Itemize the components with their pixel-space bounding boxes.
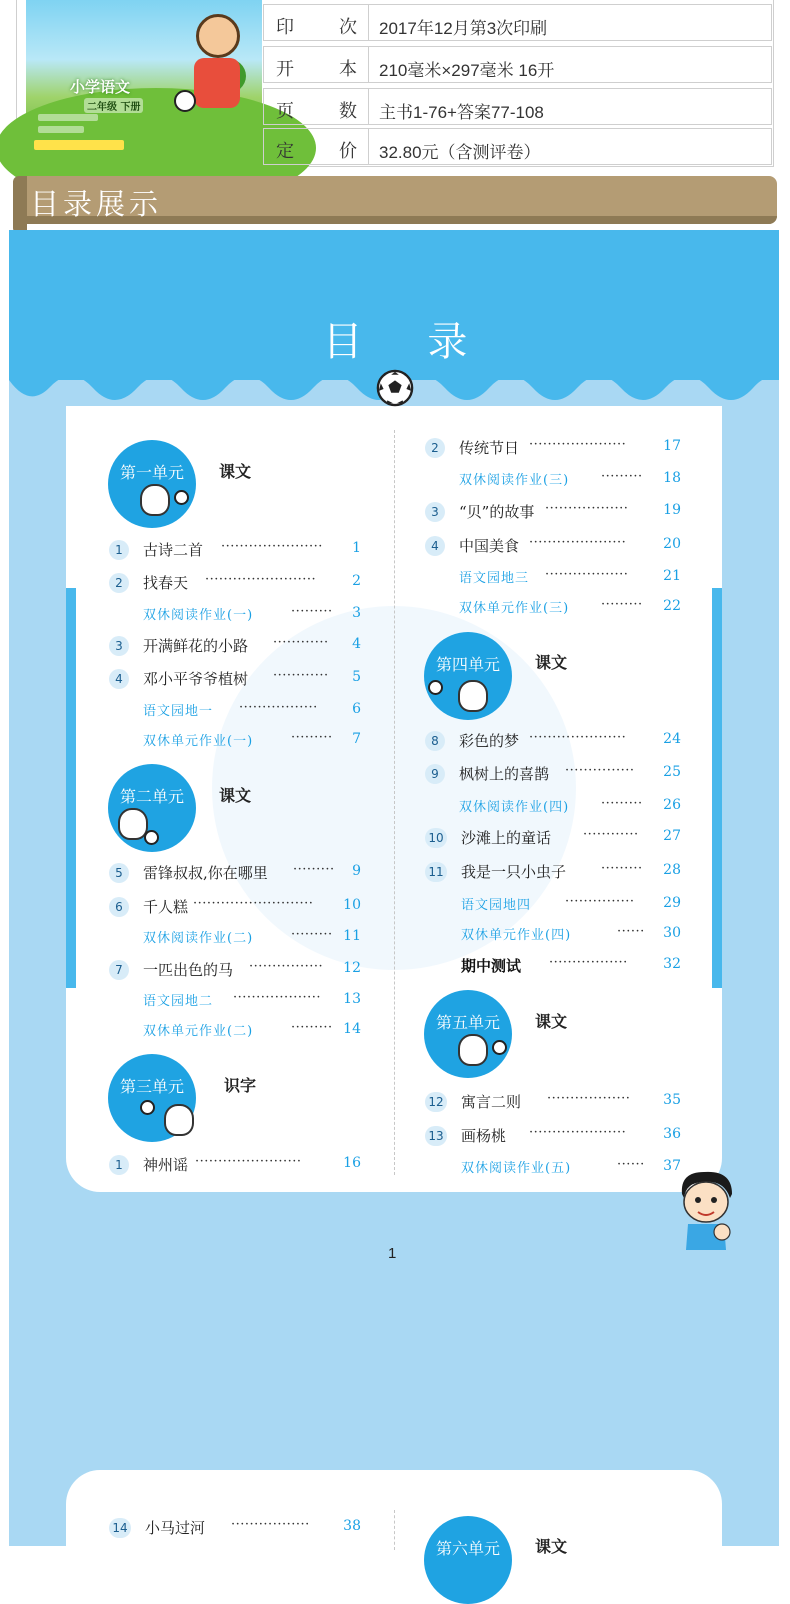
toc-entry: 2 传统节日 ····················· 17 (425, 437, 685, 457)
spec-row-format: 开 本 210毫米×297毫米 16开 (263, 46, 772, 83)
spec-row-printing: 印 次 2017年12月第3次印刷 (263, 4, 772, 41)
unit-type-6: 课文 (535, 1537, 568, 1556)
toc-entry: 12 寓言二则 ·················· 35 (425, 1091, 685, 1111)
toc-entry: 双休阅读作业(一) ········· 3 (143, 604, 361, 623)
mascot-icon (458, 1034, 488, 1066)
unit-badge-1: 第一单元 (108, 440, 196, 528)
toc-entry: 双休单元作业(一) ········· 7 (143, 730, 361, 749)
toc-entry: 语文园地二 ··················· 13 (143, 990, 361, 1009)
cover-grade: 二年级 下册 (84, 98, 143, 113)
toc-entry: 双休单元作业(二) ········· 14 (143, 1020, 361, 1039)
page-number: 1 (388, 1245, 397, 1262)
page-ref: 1 (352, 540, 361, 556)
mascot-icon (458, 680, 488, 712)
toc-entry: 4 中国美食 ····················· 20 (425, 535, 685, 555)
toc-entry: 11 我是一只小虫子 ········· 28 (425, 861, 685, 881)
toc-heading: 目 录 (322, 319, 494, 365)
lesson-title: 古诗二首 (143, 541, 204, 559)
toc-entry: 双休阅读作业(四) ········· 26 (459, 796, 681, 815)
football-icon (174, 90, 196, 112)
mascot-icon (140, 484, 170, 516)
football-icon (428, 680, 443, 695)
toc-entry: 5 雷锋叔叔,你在哪里 ········· 9 (109, 862, 364, 882)
unit-badge-2: 第二单元 (108, 764, 196, 852)
toc-entry: 1 神州谣 ······················· 16 (109, 1154, 364, 1174)
football-icon (376, 369, 414, 407)
unit-badge-6: 第六单元 (424, 1516, 512, 1604)
toc-entry: 双休阅读作业(二) ········· 11 (143, 927, 361, 946)
cover-title: 小学语文 (70, 78, 131, 96)
football-icon (174, 490, 189, 505)
unit-type-5: 课文 (535, 1012, 568, 1031)
unit-type-3: 识字 (224, 1076, 257, 1095)
spec-row-price: 定 价 32.80元（含测评卷） (263, 128, 772, 165)
toc-entry: 3 开满鲜花的小路 ············ 4 (109, 635, 364, 655)
toc-entry: 1 古诗二首 ······················ 1 (109, 539, 364, 559)
side-strip-left (66, 588, 76, 988)
unit-type-2: 课文 (219, 786, 252, 805)
unit-badge-5: 第五单元 (424, 990, 512, 1078)
football-icon (140, 1100, 155, 1115)
unit-badge-3: 第三单元 (108, 1054, 196, 1142)
toc-entry: 期中测试 ················· 32 (461, 955, 681, 975)
unit-type-4: 课文 (535, 653, 568, 672)
lesson-number: 1 (109, 540, 129, 560)
product-info-panel (16, 0, 774, 167)
toc-entry: 双休单元作业(三) ········· 22 (459, 597, 681, 616)
unit-badge-4: 第四单元 (424, 632, 512, 720)
toc-entry: 9 枫树上的喜鹊 ··············· 25 (425, 763, 685, 783)
toc-entry: 4 邓小平爷爷植树 ············ 5 (109, 668, 364, 688)
toc-entry: 2 找春天 ························ 2 (109, 572, 364, 592)
mascot-icon (164, 1104, 194, 1136)
toc-entry: 双休阅读作业(五) ······ 37 (461, 1157, 681, 1176)
toc-entry: 13 画杨桃 ····················· 36 (425, 1125, 685, 1145)
column-divider (394, 430, 395, 1175)
toc-entry: 3 “贝”的故事 ·················· 19 (425, 501, 685, 521)
toc-entry: 6 千人糕 ·························· 10 (109, 896, 364, 916)
toc-entry: 语文园地三 ·················· 21 (459, 567, 681, 586)
football-icon (144, 830, 159, 845)
book-cover-image (26, 0, 262, 157)
toc-entry: 双休阅读作业(三) ········· 18 (459, 469, 681, 488)
toc-entry: 8 彩色的梦 ····················· 24 (425, 730, 685, 750)
toc-entry: 双休单元作业(四) ······ 30 (461, 924, 681, 943)
boy-mascot-icon (674, 1168, 738, 1250)
section-title: 目录展示 (30, 187, 163, 221)
toc-entry: 14 小马过河 ················· 38 (109, 1517, 364, 1537)
side-strip-right (712, 588, 722, 988)
toc-entry: 语文园地四 ··············· 29 (461, 894, 681, 913)
spec-value: 主书1-76+答案77-108 (379, 103, 544, 122)
toc-entry: 10 沙滩上的童话 ············ 27 (425, 827, 685, 847)
spec-row-pages: 页 数 主书1-76+答案77-108 (263, 88, 772, 125)
spec-value: 32.80元（含测评卷） (379, 143, 541, 162)
toc-entry: 7 一匹出色的马 ················ 12 (109, 959, 364, 979)
spec-value: 210毫米×297毫米 16开 (379, 61, 555, 80)
column-divider (394, 1510, 395, 1550)
toc-entry: 语文园地一 ················· 6 (143, 700, 361, 719)
unit-type-1: 课文 (219, 462, 252, 481)
spec-value: 2017年12月第3次印刷 (379, 19, 548, 38)
football-icon (492, 1040, 507, 1055)
